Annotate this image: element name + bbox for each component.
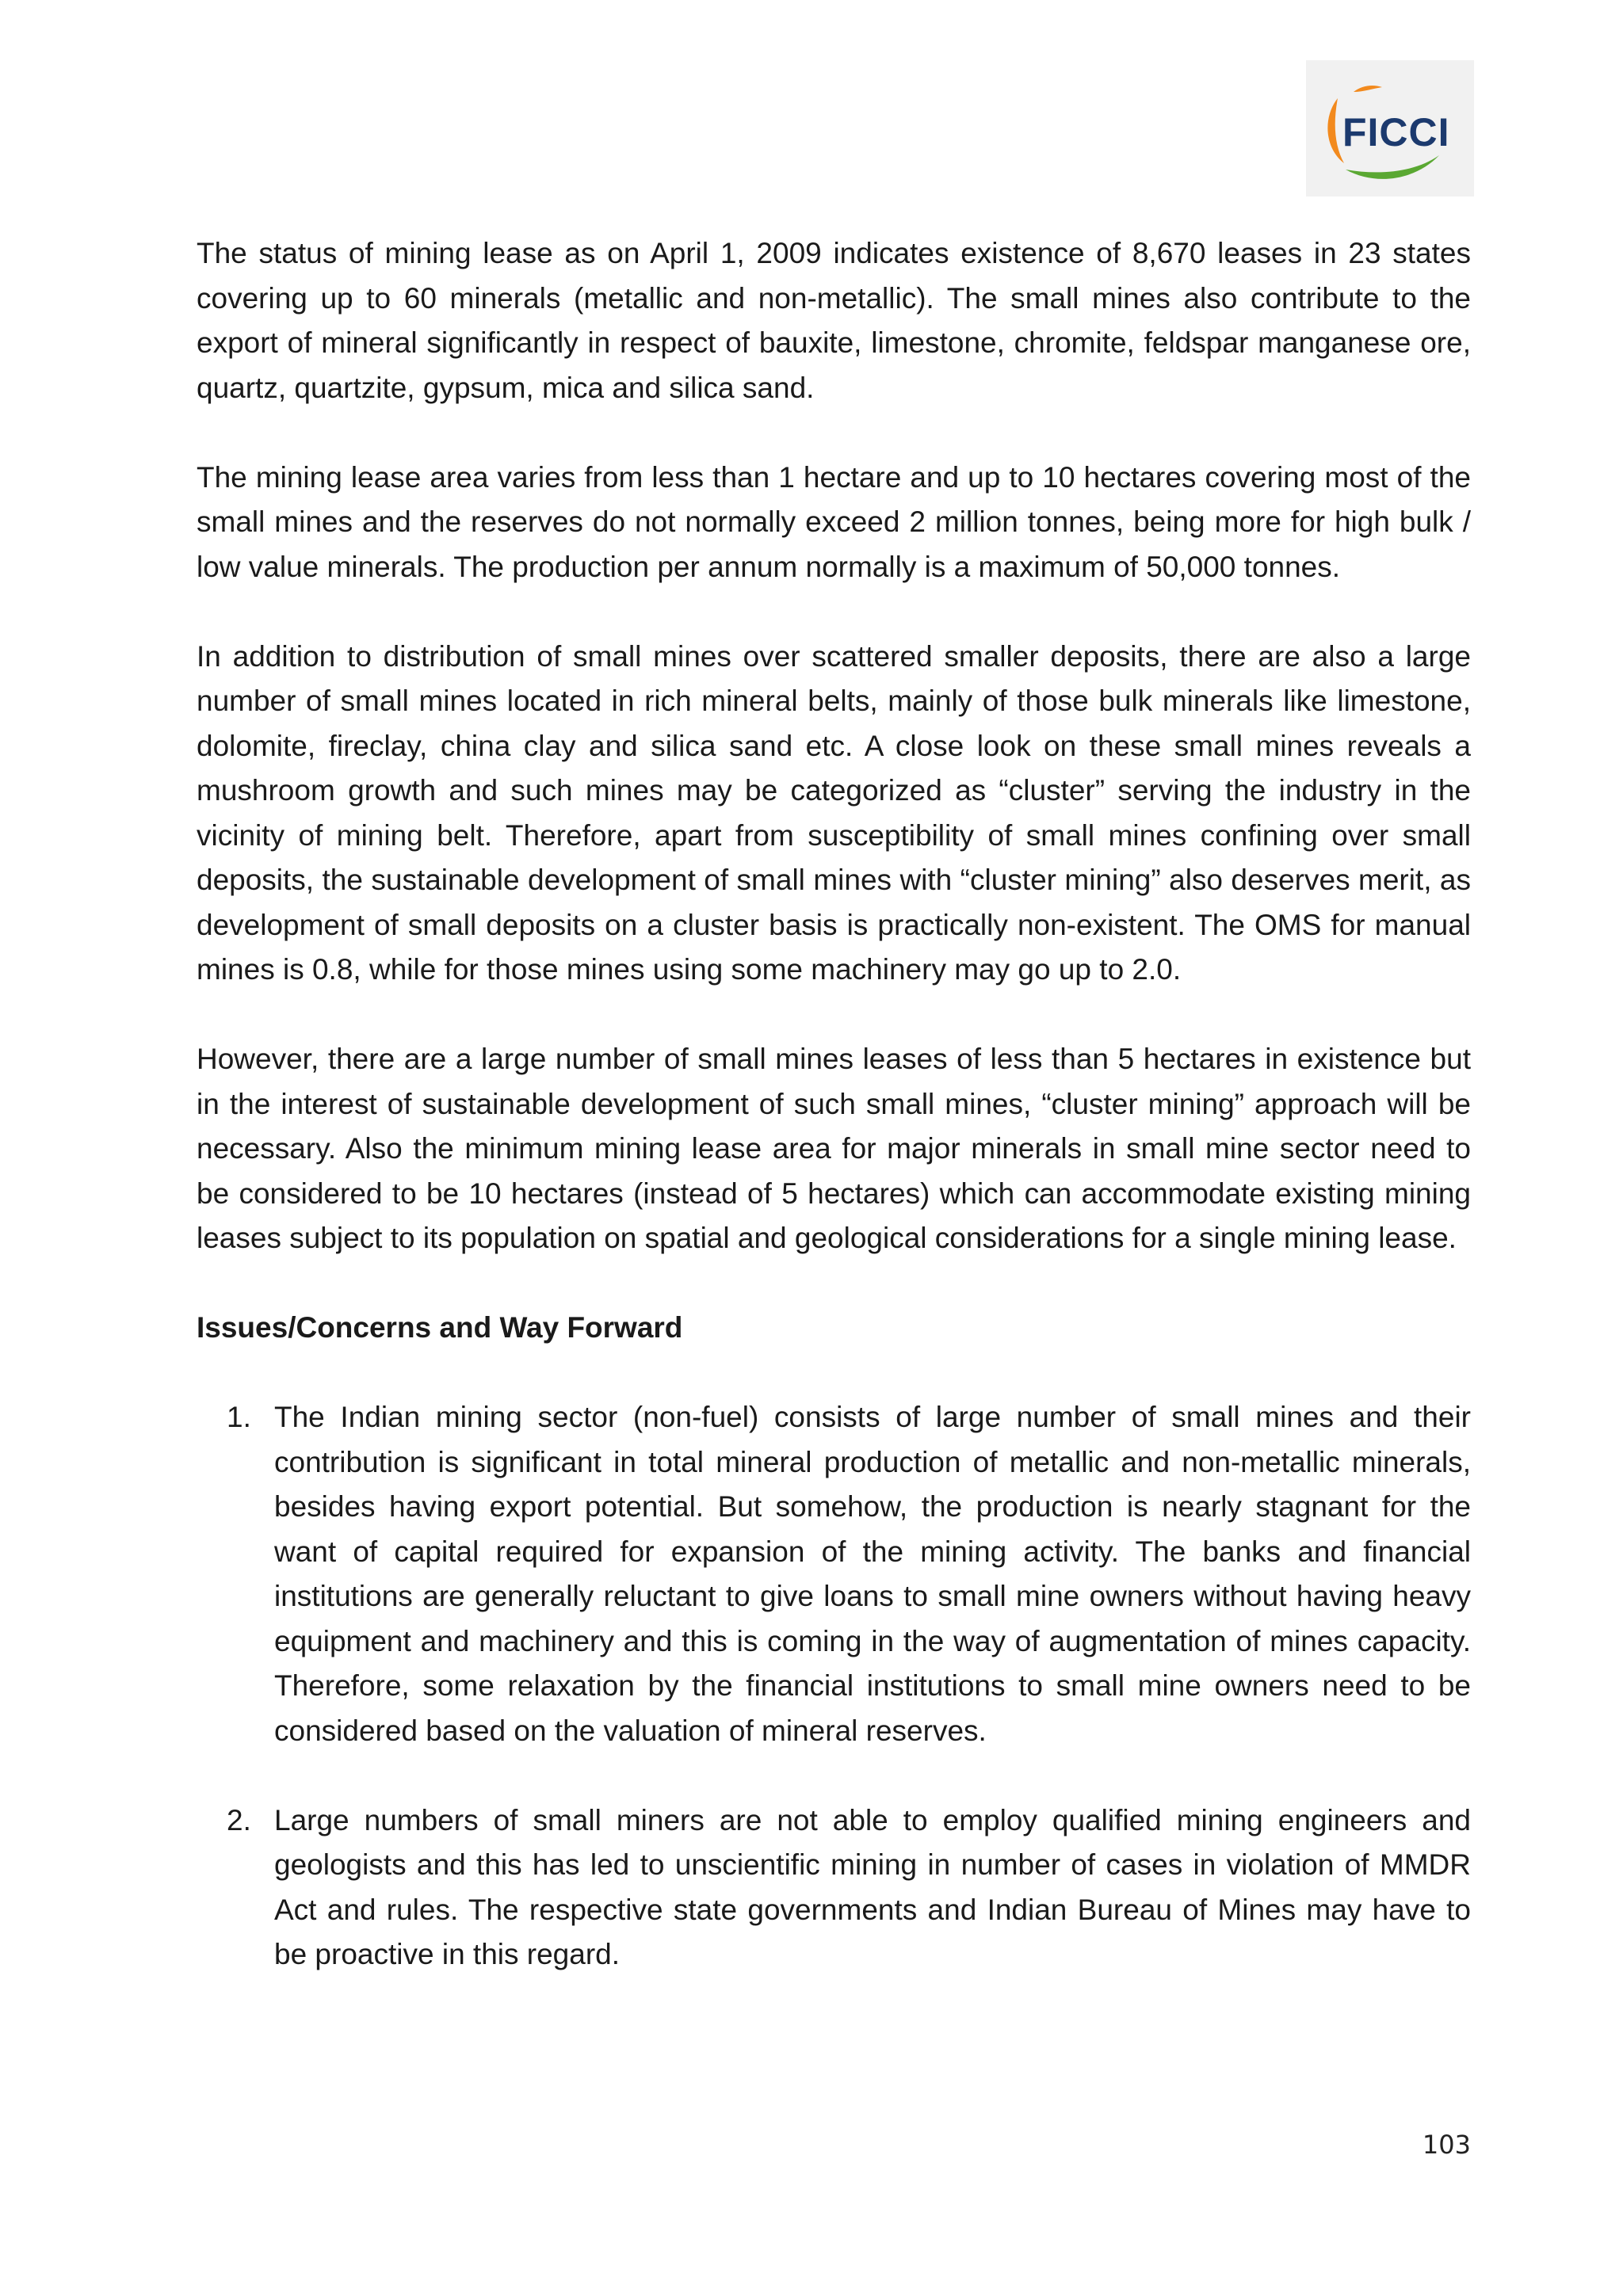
issues-list (197, 1395, 1471, 1978)
list-item-number: 1. (227, 1401, 251, 1433)
list-item (197, 1798, 1471, 1978)
section-heading: Issues/Concerns and Way Forward (197, 1311, 683, 1344)
logo-text: FICCI (1342, 110, 1450, 154)
list-item-text: Large numbers of small miners are not able to employ qualified mining engineers and geologists and this has led to unscientific mining in number of cases in violation of MMDR Act and rules. The respective state governments and Indian Bureau of Mines may have to be proactive in this regard. (274, 1803, 1471, 1970)
paragraph-cluster-mining: In addition to distribution of small mines over scattered smaller deposits, there are also a large number of small mines located in rich mineral belts, mainly of those bulk minerals like limestone, dolomite, fireclay, china clay and silica sand etc. A close look on these small mines reveals a mushroom growth and such mines may be categorized as “cluster” serving the industry in the vicinity of mining belt. Therefore, apart from susceptibility of small mines confining over small deposits, the sustainable development of small mines with “cluster mining” also deserves merit, as development of small deposits on a cluster basis is practically non-existent. The OMS for manual mines is 0.8, while for those mines using some machinery may go up to 2.0. (197, 639, 1471, 986)
list-item-text: The Indian mining sector (non-fuel) consists of large number of small mines and their contribution is significant in total mineral production of metallic and non-metallic minerals, besides having export potential. But somehow, the production is nearly stagnant for the want of capital required for expansion of the mining activity. The banks and financial institutions are generally reluctant to give loans to small mine owners without having heavy equipment and machinery and this is coming in the way of augmentation of mines capacity. Therefore, some relaxation by the financial institutions to small mine owners need to be considered based on the valuation of mineral reserves. (274, 1401, 1471, 1747)
list-item-number: 2. (227, 1803, 251, 1836)
paragraph-mining-lease-status: The status of mining lease as on April 1, 2009 indicates existence of 8,670 leases in 23 states covering up to 60 minerals (metallic and non-metallic). The small mines also contribute to the export of mineral significantly in respect of bauxite, limestone, chromite, feldspar manganese ore, quartz, quartzite, gypsum, mica and silica sand. (197, 237, 1471, 404)
paragraph-lease-area: The mining lease area varies from less than 1 hectare and up to 10 hectares covering most of the small mines and the reserves do not normally exceed 2 million tonnes, being more for high bulk / low value minerals. The production per annum normally is a maximum of 50,000 tonnes. (197, 460, 1471, 583)
list-item (197, 1395, 1471, 1753)
page-number: 103 (1422, 2130, 1471, 2160)
document-body (197, 231, 1471, 2022)
paragraph-small-mine-leases: However, there are a large number of small mines leases of less than 5 hectares in existence but in the interest of sustainable development of such small mines, “cluster mining” approach will be necessary. Also the minimum mining lease area for major minerals in small mine sector need to be considered to be 10 hectares (instead of 5 hectares) which can accommodate existing mining leases subject to its population on spatial and geological considerations for a single mining lease. (197, 1043, 1471, 1254)
ficci-logo (1306, 60, 1474, 196)
